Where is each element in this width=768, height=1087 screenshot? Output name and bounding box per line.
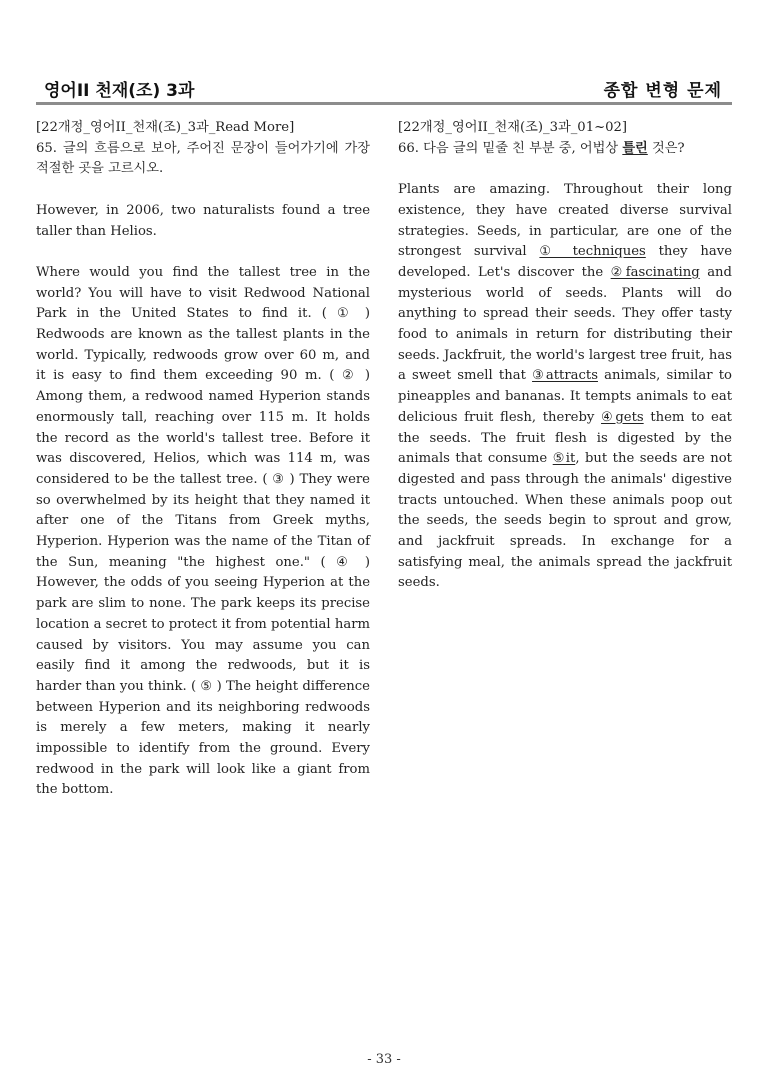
question-source: [22개정_영어II_천재(조)_3과_01~02] — [398, 120, 628, 135]
left-column — [36, 118, 370, 801]
underlined-option-3: ③attracts — [532, 368, 598, 384]
underlined-option-1: ① techniques — [539, 244, 646, 260]
underlined-option-4: ④gets — [601, 409, 644, 425]
given-sentence: However, in 2006, two naturalists found a tree taller than Helios. — [36, 202, 370, 239]
emphasis-word: 틀린 — [622, 140, 648, 156]
question-prompt: 66. 다음 글의 밑줄 친 부분 중, 어법상 틀린 것은? — [398, 140, 685, 156]
subject-title: 영어II 천재(조) 3과 — [44, 81, 195, 101]
underlined-option-2: ②fascinating — [610, 264, 700, 280]
page-number: - 33 - — [367, 1052, 401, 1067]
section-title: 종합 변형 문제 — [603, 81, 722, 101]
reading-passage: Where would you find the tallest tree in the world? You will have to visit Redwood National Park in the United States to find it. ( ① ) Redwoods are known as the tallest plants in the world. Typically, redwoods grow over 60 m, and it is easy to find them exceeding 90 m. ( ② ) Among them, a redwood named Hyperion stands enormously tall, reaching over 115 m. It holds the record as the world's tallest tree. Before it was discovered, Helios, which was 114 m, was considered to be the tallest tree. ( ③ ) They were so overwhelmed by its height that they named it after one of the Titans from Greek myths, Hyperion. Hyperion was the name of the Titan of the Sun, meaning "the highest one." ( ④ ) However, the odds of you seeing Hyperion at the park are slim to none. The park keeps its precise location a secret to protect it from potential harm caused by visitors. You may assume you can easily find it among the redwoods, but it is harder than you think. ( ⑤ ) The height difference between Hyperion and its neighboring redwoods is merely a few meters, making it nearly impossible to identify from the ground. Every redwood in the park will look like a giant from the bottom. — [36, 264, 370, 798]
page-header — [36, 70, 732, 102]
right-column — [398, 118, 732, 594]
underlined-option-5: ⑤it — [552, 451, 576, 467]
question-source: [22개정_영어II_천재(조)_3과_Read More] — [36, 120, 295, 135]
question-prompt: 65. 글의 흐름으로 보아, 주어진 문장이 들어가기에 가장 적절한 곳을 고르시오. — [36, 140, 370, 177]
reading-passage: Plants are amazing. Throughout their long existence, they have created diverse survival strategies. Seeds, in particular, are one of the strongest survival ① techniques they have developed. Let's discover the ②fascinating and mysterious world of seeds. Plants will do anything to spread their seeds. They offer tasty food to animals in return for distributing their seeds. Jackfruit, the world's largest tree fruit, has a sweet smell that ③attracts animals, similar to pineapples and bananas. It tempts animals to eat delicious fruit flesh, thereby ④gets them to eat the seeds. The fruit flesh is digested by the animals that consume ⑤it, but the seeds are not digested and pass through the animals' digestive tracts untouched. When these animals poop out the seeds, the seeds begin to sprout and grow, and jackfruit spreads. In exchange for a satisfying meal, the animals spread the jackfruit seeds. — [398, 182, 732, 591]
header-divider — [36, 102, 732, 105]
